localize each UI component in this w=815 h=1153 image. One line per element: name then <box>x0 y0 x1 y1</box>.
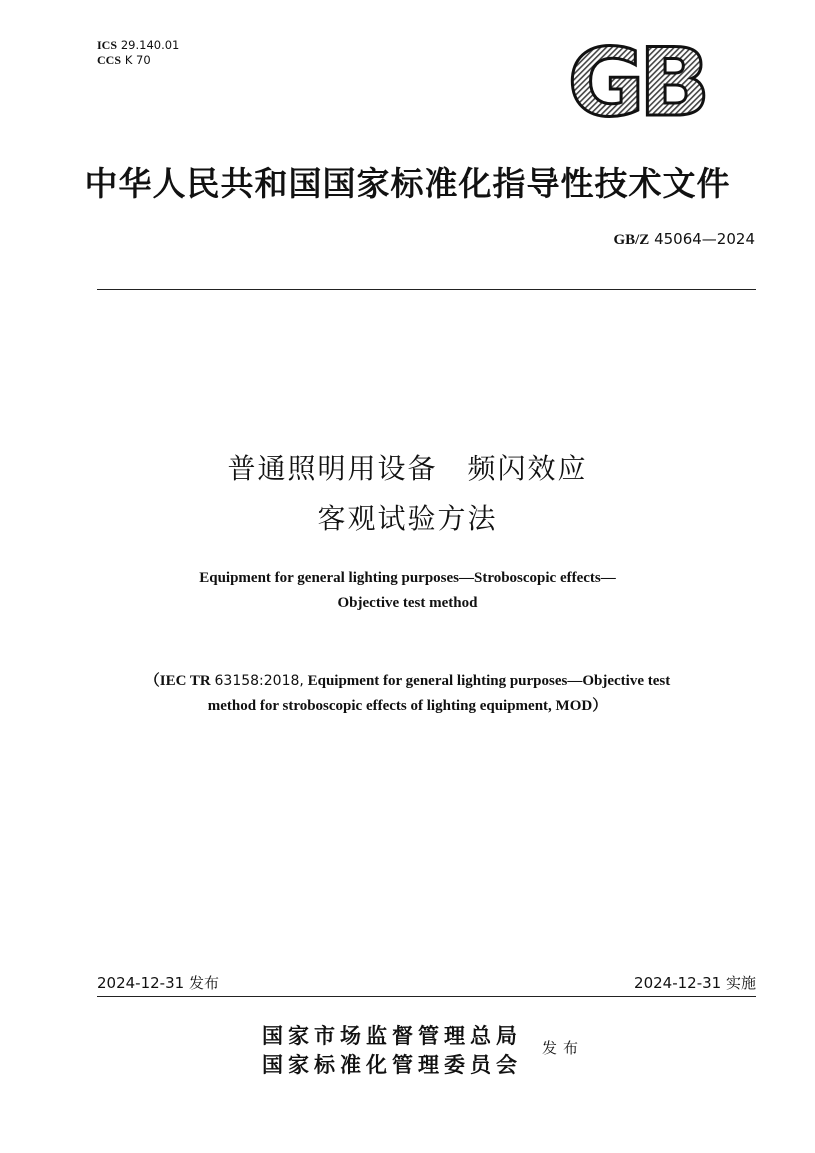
issuer-samr: 国家市场监督管理总局 <box>262 1023 522 1048</box>
ccs-label: CCS <box>97 53 122 67</box>
iec-open: （IEC TR <box>144 673 211 689</box>
classification-codes <box>97 38 179 68</box>
bottom-divider <box>97 996 756 997</box>
title-cn-line1: 普通照明用设备 频闪效应 <box>227 452 588 485</box>
document-type-title: 中华人民共和国国家标准化指导性技术文件 <box>84 164 731 203</box>
standard-number <box>613 230 755 249</box>
standard-num: 45064—2024 <box>654 230 755 248</box>
top-divider <box>97 289 756 290</box>
ics-value: 29.140.01 <box>120 38 180 52</box>
title-en-line1: Equipment for general lighting purposes—Stroboscopic effects— <box>199 570 616 586</box>
issue-date: 2024-12-31 发布 <box>97 974 219 992</box>
issuer-sac: 国家标准化管理委员会 <box>262 1052 522 1077</box>
iec-reference-line2: method for stroboscopic effects of lighting equipment, MOD） <box>207 698 608 714</box>
ics-code <box>97 38 179 53</box>
ccs-value: K 70 <box>124 53 151 67</box>
gb-logo <box>556 40 716 122</box>
title-en-line2: Objective test method <box>337 595 478 611</box>
standard-prefix: GB/Z <box>613 232 650 248</box>
ccs-code <box>97 53 179 68</box>
iec-number: 63158:2018, <box>214 673 304 689</box>
gb-logo-mark: GB <box>567 40 705 122</box>
iec-reference-line1 <box>0 669 815 690</box>
title-cn-line2: 客观试验方法 <box>317 502 498 535</box>
implementation-date: 2024-12-31 实施 <box>634 974 756 992</box>
publish-label: 发布 <box>542 1039 585 1057</box>
ics-label: ICS <box>97 38 118 52</box>
iec-title-part1: Equipment for general lighting purposes—Objective test <box>307 673 671 689</box>
